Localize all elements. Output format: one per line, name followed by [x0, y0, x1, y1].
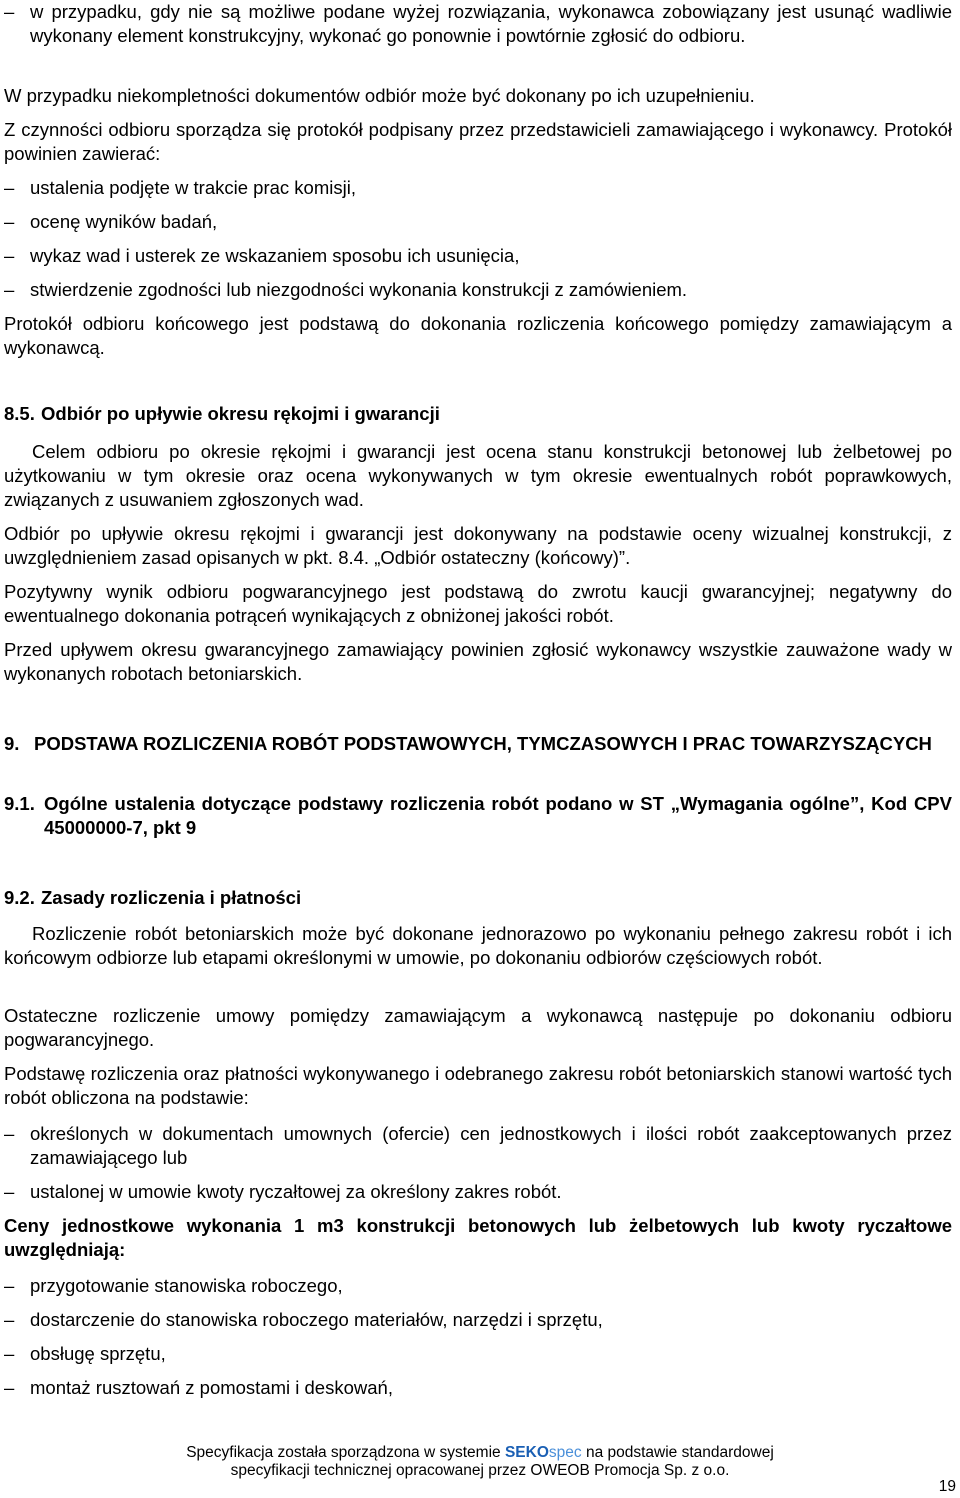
paragraph-unit-prices-intro: Ceny jednostkowe wykonania 1 m3 konstrukcji betonowych lub żelbetowych lub kwoty ryczałtowe uwzględniają:	[4, 1215, 952, 1260]
list-item-text: ustalenia podjęte w trakcie prac komisji,	[30, 177, 356, 198]
section-title: PODSTAWA ROZLICZENIA ROBÓT PODSTAWOWYCH, TYMCZASOWYCH I PRAC TOWARZYSZĄCYCH	[34, 733, 932, 754]
section-title: Odbiór po upływie okresu rękojmi i gwarancji	[41, 403, 440, 424]
list-item-text: dostarczenie do stanowiska roboczego materiałów, narzędzi i sprzętu,	[30, 1309, 603, 1330]
footer-text: na podstawie standardowej	[585, 1444, 774, 1461]
list-item-text: obsługę sprzętu,	[30, 1343, 166, 1364]
list-item	[4, 1376, 952, 1400]
section-number: 9.2.	[4, 887, 35, 908]
dash-marker: –	[4, 1123, 15, 1144]
section-heading-9-1	[4, 792, 952, 840]
list-item	[4, 1180, 952, 1204]
section-title: Ogólne ustalenia dotyczące podstawy rozliczenia robót podano w ST „Wymagania ogólne”, Kod CPV 45000000-7, pkt 9	[44, 793, 952, 838]
section-number: 9.1.	[4, 793, 35, 814]
paragraph-9-2-settlement: Rozliczenie robót betoniarskich może być dokonane jednorazowo po wykonaniu pełnego zakresu robót i ich końcowym odbiorze lub etapami określonymi w umowie, po dokonaniu odbiorów częściowych robót.	[4, 923, 952, 968]
paragraph-9-2-final: Ostateczne rozliczenie umowy pomiędzy zamawiającym a wykonawcą następuje po dokonaniu odbioru pogwarancyjnego.	[4, 1005, 952, 1050]
section-heading-8-5	[4, 402, 952, 426]
dash-marker: –	[4, 1275, 15, 1296]
dash-marker: –	[4, 1377, 15, 1398]
list-item-text: ocenę wyników badań,	[30, 211, 218, 232]
list-item	[4, 244, 952, 268]
list-item	[4, 176, 952, 200]
list-item	[4, 0, 952, 48]
dash-marker: –	[4, 279, 15, 300]
list-item	[4, 1122, 952, 1170]
paragraph-9-2-basis: Podstawę rozliczenia oraz płatności wykonywanego i odebranego zakresu robót betoniarskich stanowi wartość tych robót obliczona na podstawie:	[4, 1063, 952, 1108]
paragraph-8-5-purpose: Celem odbioru po okresie rękojmi i gwarancji jest ocena stanu konstrukcji betonowej lub żelbetowej po użytkowaniu w tym okresie oraz ocena wykonywanych w tym okresie ewentualnych robót poprawkowych, związanych z usuwaniem zgłoszonych wad.	[4, 441, 952, 510]
section-number: 9.	[4, 733, 20, 754]
dash-marker: –	[4, 1309, 15, 1330]
list-item-text: montaż rusztowań z pomostami i deskowań,	[30, 1377, 393, 1398]
list-item	[4, 1342, 952, 1366]
list-item	[4, 1308, 952, 1332]
section-heading-9	[4, 732, 952, 756]
section-number: 8.5.	[4, 403, 35, 424]
brand-seko: SEKO	[504, 1444, 549, 1461]
footer-line-2: specyfikacji technicznej opracowanej przez OWEOB Promocja Sp. z o.o.	[230, 1462, 730, 1479]
paragraph-8-5-defects: Przed upływem okresu gwarancyjnego zamawiający powinien zgłosić wykonawcy wszystkie zauważone wady w wykonanych robotach betoniarskich.	[4, 639, 952, 684]
list-item	[4, 210, 952, 234]
dash-marker: –	[4, 1343, 15, 1364]
paragraph-protocol-intro: Z czynności odbioru sporządza się protokół podpisany przez przedstawicieli zamawiającego i wykonawcy. Protokół powinien zawierać:	[4, 119, 952, 164]
paragraph-8-5-result: Pozytywny wynik odbioru pogwarancyjnego jest podstawą do zwrotu kaucji gwarancyjnej; negatywny do ewentualnego dokonania potrąceń wynikających z obniżonej jakości robót.	[4, 581, 952, 626]
dash-marker: –	[4, 1, 15, 22]
list-item	[4, 278, 952, 302]
brand-spec: spec	[548, 1444, 582, 1461]
footer-line-1	[0, 1444, 960, 1462]
list-item-text: przygotowanie stanowiska roboczego,	[30, 1275, 343, 1296]
paragraph-final-protocol: Protokół odbioru końcowego jest podstawą do dokonania rozliczenia końcowego pomiędzy zamawiającym a wykonawcą.	[4, 313, 952, 358]
section-title: Zasady rozliczenia i płatności	[41, 887, 302, 908]
list-item-text: określonych w dokumentach umownych (ofercie) cen jednostkowych i ilości robót zaakceptowanych przez zamawiającego lub	[30, 1123, 952, 1168]
dash-marker: –	[4, 1181, 15, 1202]
footer-text: Specyfikacja została sporządzona w systemie	[186, 1444, 501, 1461]
paragraph-incomplete-docs: W przypadku niekompletności dokumentów odbiór może być dokonany po ich uzupełnieniu.	[4, 85, 755, 106]
dash-marker: –	[4, 177, 15, 198]
list-item-text: wykaz wad i usterek ze wskazaniem sposobu ich usunięcia,	[30, 245, 520, 266]
paragraph-8-5-visual: Odbiór po upływie okresu rękojmi i gwarancji jest dokonywany na podstawie oceny wizualnej konstrukcji, z uwzględnieniem zasad opisanych w pkt. 8.4. „Odbiór ostateczny (końcowy)”.	[4, 523, 952, 568]
dash-marker: –	[4, 211, 15, 232]
page-number: 19	[938, 1478, 956, 1495]
page-footer	[0, 1444, 960, 1480]
list-item	[4, 1274, 952, 1298]
list-item-text: stwierdzenie zgodności lub niezgodności wykonania konstrukcji z zamówieniem.	[30, 279, 688, 300]
dash-marker: –	[4, 245, 15, 266]
list-item-text: ustalonej w umowie kwoty ryczałtowej za określony zakres robót.	[30, 1181, 562, 1202]
list-item-text: w przypadku, gdy nie są możliwe podane wyżej rozwiązania, wykonawca zobowiązany jest usunąć wadliwie wykonany element konstrukcyjny, wykonać go ponownie i powtórnie zgłosić do odbioru.	[30, 1, 952, 46]
seko-logo	[505, 1444, 582, 1461]
section-heading-9-2	[4, 886, 952, 910]
